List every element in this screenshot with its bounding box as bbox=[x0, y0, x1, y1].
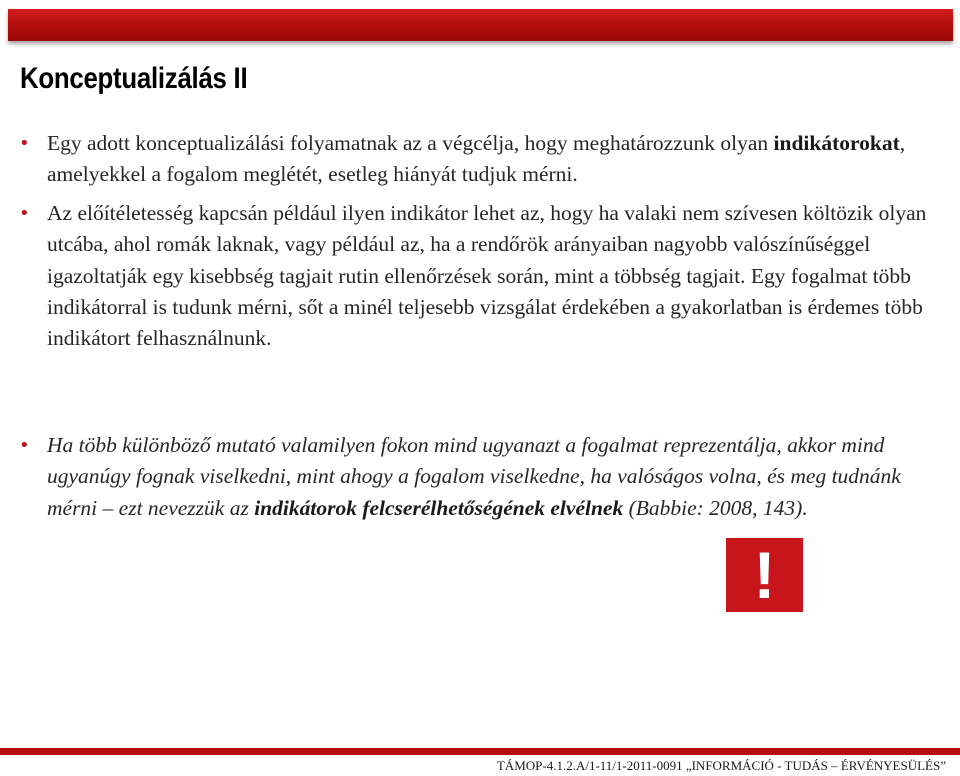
bullet-dot-icon: • bbox=[19, 435, 30, 456]
bullet-text: Egy adott konceptualizálási folyamatnak az a végcélja, hogy meghatározzunk olyan bbox=[47, 131, 774, 155]
citation-text: (Babbie: 2008, 143). bbox=[623, 495, 808, 520]
footer-text: TÁMOP-4.1.2.A/1-11/1-2011-0091 „INFORMÁCIÓ - TUDÁS – ÉRVÉNYESÜLÉS” bbox=[496, 758, 946, 773]
bullet-item-indicators bbox=[19, 128, 947, 191]
bullet-text: Az előítéletesség kapcsán például ilyen indikátor lehet az, hogy ha valaki nem szívesen költözik olyan utcába, ahol romák laknak, vagy például az, ha a rendőrök arányaiban nagyobb valószínűséggel igazoltatják egy kisebbség tagjait rutin ellenőrzések során, mint a többség tagjait. Egy fogalmat több indikátorral is tudunk mérni, sőt a minél teljesebb vizsgálat érdekében a gyakorlatban is érdemes több indikátort felhasználnunk. bbox=[47, 201, 927, 351]
bullet-dot-icon: • bbox=[19, 133, 30, 154]
bullet-item-interchangeability bbox=[19, 430, 952, 524]
exclamation-icon: ! bbox=[753, 538, 776, 612]
slide-title: Konceptualizálás II bbox=[20, 62, 248, 95]
footer-bar bbox=[0, 748, 960, 755]
bullet-text-end: , amelyekkel a fogalom meglétét, esetleg hiányát tudjuk mérni. bbox=[47, 131, 906, 187]
bullet-item-example bbox=[19, 198, 927, 354]
bullet-dot-icon: • bbox=[19, 203, 30, 224]
header-bar bbox=[8, 9, 953, 41]
bullet-bold-term: indikátorok felcserélhetőségének elvélnek bbox=[254, 495, 624, 520]
bullet-text: Ha több különböző mutató valamilyen fokon mind ugyanazt a fogalmat reprezentálja, akkor mind ugyanúgy fognak viselkedni, mint ahogy a fogalom viselkedne, ha valóságos volna, és meg tudnánk mérni – ezt nevezzük az bbox=[47, 433, 901, 520]
bullet-bold-term: indikátorokat bbox=[773, 131, 900, 155]
warning-box bbox=[726, 538, 803, 612]
